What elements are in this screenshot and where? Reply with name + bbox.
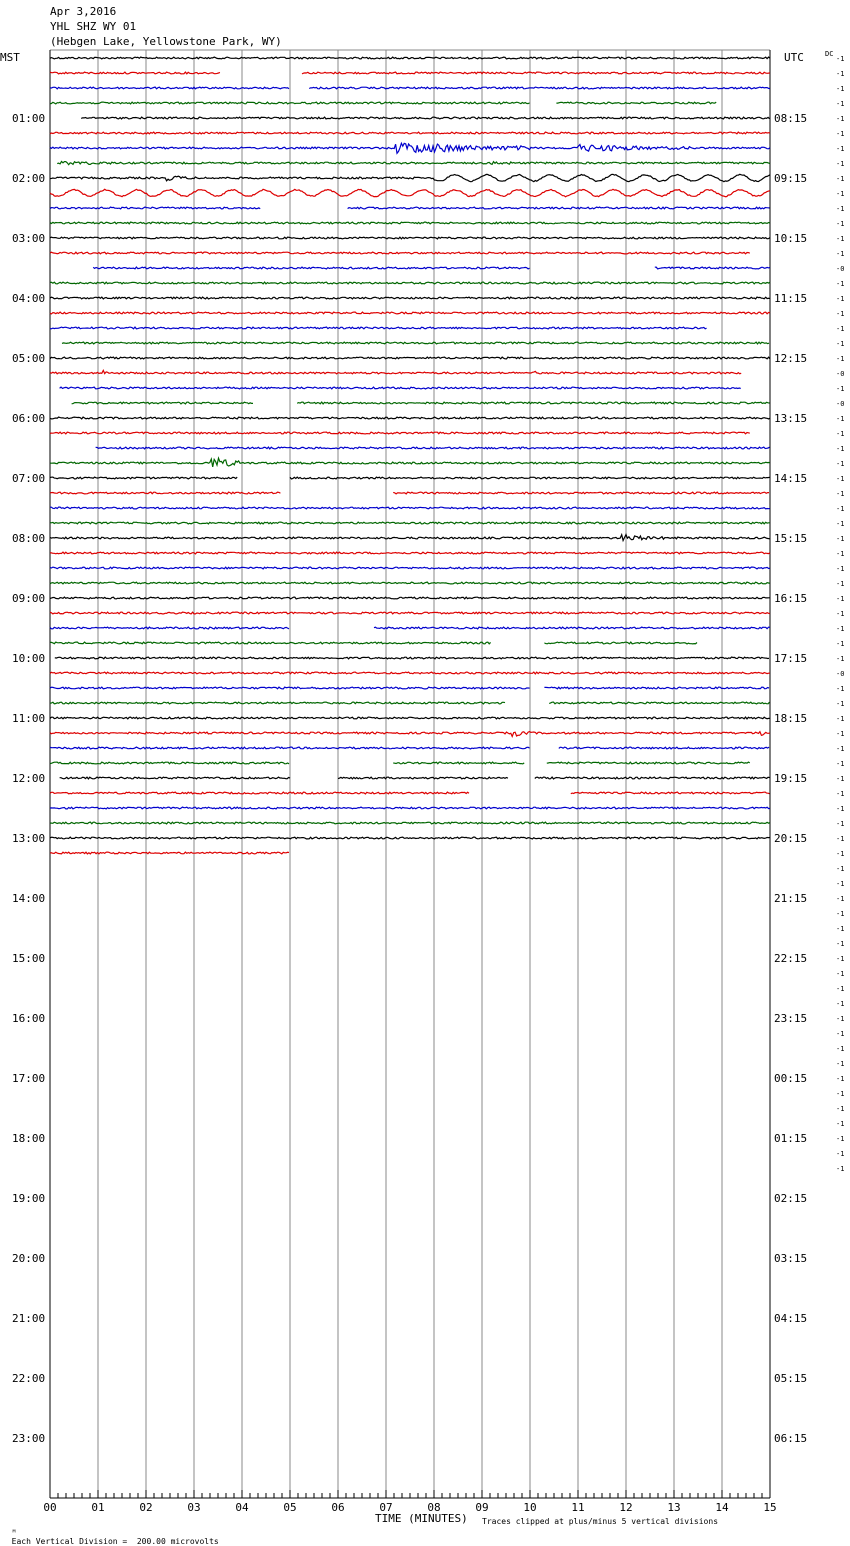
x-tick-label-08: 08 <box>427 1501 441 1514</box>
dc-offset-34: -1 <box>836 565 845 573</box>
trace-43-segment-1 <box>549 702 769 704</box>
dc-offset-10: -1 <box>836 205 845 213</box>
trace-6-segment-0 <box>50 143 770 153</box>
trace-41-segment-0 <box>50 672 770 674</box>
dc-offset-40: -1 <box>836 655 845 663</box>
trace-51-segment-0 <box>50 822 770 824</box>
dc-offset-65: -1 <box>836 1030 845 1038</box>
dc-offset-73: -1 <box>836 1150 845 1158</box>
dc-offset-5: -1 <box>836 130 845 138</box>
trace-9-segment-0 <box>50 189 770 197</box>
mst-label-1800: 18:00 <box>12 1132 46 1145</box>
dc-offset-21: -0 <box>836 370 845 378</box>
dc-offset-31: -1 <box>836 520 845 528</box>
utc-label-0215: 02:15 <box>774 1192 808 1205</box>
trace-52-segment-0 <box>50 837 770 839</box>
x-axis-title: TIME (MINUTES) <box>375 1512 468 1525</box>
trace-24-segment-0 <box>50 417 770 419</box>
trace-36-segment-0 <box>50 597 770 599</box>
utc-label-0915: 09:15 <box>774 172 808 185</box>
dc-offset-16: -1 <box>836 295 845 303</box>
mst-label-1600: 16:00 <box>12 1012 46 1025</box>
trace-33-segment-0 <box>50 552 770 554</box>
trace-28-segment-0 <box>50 477 237 479</box>
dc-offset-66: -1 <box>836 1045 845 1053</box>
trace-22-segment-0 <box>60 387 741 389</box>
dc-offset-51: -1 <box>836 820 845 828</box>
utc-label-2015: 20:15 <box>774 832 808 845</box>
trace-31-segment-0 <box>50 522 770 524</box>
trace-44-segment-0 <box>50 717 770 719</box>
trace-10-segment-0 <box>50 207 260 209</box>
mst-label-1500: 15:00 <box>12 952 46 965</box>
dc-offset-59: -1 <box>836 940 845 948</box>
utc-label-0015: 00:15 <box>774 1072 808 1085</box>
utc-label-1215: 12:15 <box>774 352 808 365</box>
dc-offset-55: -1 <box>836 880 845 888</box>
dc-offset-44: -1 <box>836 715 845 723</box>
mst-label-1400: 14:00 <box>12 892 46 905</box>
trace-29-segment-0 <box>50 492 280 494</box>
dc-offset-30: -1 <box>836 505 845 513</box>
mst-label-1100: 11:00 <box>12 712 46 725</box>
plot-date: Apr 3,2016 <box>50 5 117 18</box>
x-tick-label-07: 07 <box>379 1501 393 1514</box>
dc-offset-19: -1 <box>836 340 845 348</box>
mst-label-1000: 10:00 <box>12 652 46 665</box>
x-tick-label-03: 03 <box>187 1501 201 1514</box>
dc-offset-48: -1 <box>836 775 845 783</box>
dc-offset-33: -1 <box>836 550 845 558</box>
trace-39-segment-0 <box>50 642 491 644</box>
dc-offset-0: -1 <box>836 55 845 63</box>
trace-17-segment-0 <box>50 312 770 314</box>
trace-4-segment-0 <box>81 117 769 119</box>
dc-offset-24: -1 <box>836 415 845 423</box>
dc-offset-70: -1 <box>836 1105 845 1113</box>
trace-53-segment-0 <box>50 852 289 854</box>
mst-label-0500: 05:00 <box>12 352 46 365</box>
dc-offset-28: -1 <box>836 475 845 483</box>
utc-label-1715: 17:15 <box>774 652 808 665</box>
trace-37-segment-0 <box>50 612 770 614</box>
dc-offset-60: -1 <box>836 955 845 963</box>
mst-label-1200: 12:00 <box>12 772 46 785</box>
utc-label-2215: 22:15 <box>774 952 808 965</box>
x-tick-label-02: 02 <box>139 1501 153 1514</box>
trace-47-segment-0 <box>50 762 289 764</box>
dc-offset-72: -1 <box>836 1135 845 1143</box>
trace-20-segment-0 <box>50 357 770 359</box>
trace-2-segment-0 <box>50 87 289 89</box>
trace-47-segment-1 <box>393 762 524 764</box>
dc-offset-42: -1 <box>836 685 845 693</box>
dc-offset-53: -1 <box>836 850 845 858</box>
dc-offset-50: -1 <box>836 805 845 813</box>
mst-label-0200: 02:00 <box>12 172 46 185</box>
dc-offset-18: -1 <box>836 325 845 333</box>
dc-offset-values <box>836 55 844 1173</box>
dc-offset-7: -1 <box>836 160 845 168</box>
dc-offset-74: -1 <box>836 1165 845 1173</box>
x-tick-label-13: 13 <box>667 1501 681 1514</box>
utc-label-0415: 04:15 <box>774 1312 808 1325</box>
mst-label-0600: 06:00 <box>12 412 46 425</box>
time-grid <box>50 50 770 1498</box>
dc-offset-20: -1 <box>836 355 845 363</box>
trace-14-segment-0 <box>93 267 529 269</box>
trace-2-segment-1 <box>309 87 770 89</box>
x-tick-label-09: 09 <box>475 1501 489 1514</box>
station-code: YHL SHZ WY 01 <box>50 20 137 33</box>
trace-23-segment-1 <box>297 402 769 404</box>
mst-label-2300: 23:00 <box>12 1432 46 1445</box>
dc-offset-46: -1 <box>836 745 845 753</box>
seismic-traces <box>50 57 770 854</box>
mst-label-0100: 01:00 <box>12 112 46 125</box>
trace-10-segment-1 <box>348 207 770 209</box>
station-location: (Hebgen Lake, Yellowstone Park, WY) <box>50 35 282 48</box>
utc-label-0115: 01:15 <box>774 1132 808 1145</box>
trace-38-segment-0 <box>50 627 289 629</box>
trace-8-segment-0 <box>50 174 770 181</box>
x-tick-label-01: 01 <box>91 1501 105 1514</box>
dc-offset-54: -1 <box>836 865 845 873</box>
dc-offset-67: -1 <box>836 1060 845 1068</box>
trace-21-segment-0 <box>50 370 741 374</box>
x-tick-label-04: 04 <box>235 1501 249 1514</box>
trace-23-segment-0 <box>72 402 253 404</box>
utc-axis-label: UTC <box>784 51 804 64</box>
mst-label-0800: 08:00 <box>12 532 46 545</box>
scale-note <box>2 1519 219 1546</box>
trace-49-segment-0 <box>50 792 469 794</box>
mst-label-0400: 04:00 <box>12 292 46 305</box>
dc-offset-57: -1 <box>836 910 845 918</box>
trace-40-segment-0 <box>55 657 769 659</box>
mst-label-0900: 09:00 <box>12 592 46 605</box>
trace-26-segment-0 <box>96 447 770 449</box>
trace-35-segment-0 <box>50 582 770 584</box>
dc-offset-2: -1 <box>836 85 845 93</box>
trace-0-segment-0 <box>50 57 770 59</box>
mst-label-0300: 03:00 <box>12 232 46 245</box>
trace-7-segment-0 <box>57 161 770 164</box>
mst-label-2000: 20:00 <box>12 1252 46 1265</box>
dc-offset-45: -1 <box>836 730 845 738</box>
dc-offset-71: -1 <box>836 1120 845 1128</box>
trace-15-segment-0 <box>50 282 770 284</box>
dc-offset-35: -1 <box>836 580 845 588</box>
utc-label-2115: 21:15 <box>774 892 808 905</box>
dc-offset-69: -1 <box>836 1090 845 1098</box>
mst-label-2200: 22:00 <box>12 1372 46 1385</box>
mst-label-0700: 07:00 <box>12 472 46 485</box>
utc-label-0315: 03:15 <box>774 1252 808 1265</box>
trace-18-segment-0 <box>50 327 707 329</box>
dc-offset-62: -1 <box>836 985 845 993</box>
trace-34-segment-0 <box>50 567 770 569</box>
x-tick-label-06: 06 <box>331 1501 345 1514</box>
x-axis <box>43 1490 776 1514</box>
x-tick-label-10: 10 <box>523 1501 537 1514</box>
dc-offset-56: -1 <box>836 895 845 903</box>
mst-axis-label: MST <box>0 51 20 64</box>
trace-12-segment-0 <box>50 237 770 239</box>
trace-1-segment-1 <box>302 72 770 74</box>
dc-offset-49: -1 <box>836 790 845 798</box>
trace-32-segment-0 <box>50 535 770 541</box>
utc-label-0515: 05:15 <box>774 1372 808 1385</box>
mst-label-1900: 19:00 <box>12 1192 46 1205</box>
x-tick-label-11: 11 <box>571 1501 585 1514</box>
utc-label-1815: 18:15 <box>774 712 808 725</box>
dc-offset-36: -1 <box>836 595 845 603</box>
dc-offset-3: -1 <box>836 100 845 108</box>
trace-30-segment-0 <box>50 507 770 509</box>
utc-label-1615: 16:15 <box>774 592 808 605</box>
x-tick-label-05: 05 <box>283 1501 297 1514</box>
x-tick-label-14: 14 <box>715 1501 729 1514</box>
dc-offset-29: -1 <box>836 490 845 498</box>
dc-offset-26: -1 <box>836 445 845 453</box>
trace-47-segment-2 <box>547 762 750 764</box>
dc-offset-15: -1 <box>836 280 845 288</box>
mst-label-1300: 13:00 <box>12 832 46 845</box>
dc-offset-58: -1 <box>836 925 845 933</box>
trace-13-segment-0 <box>50 252 750 254</box>
dc-offset-9: -1 <box>836 190 845 198</box>
dc-offset-37: -1 <box>836 610 845 618</box>
dc-offset-32: -1 <box>836 535 845 543</box>
dc-offset-12: -1 <box>836 235 845 243</box>
trace-11-segment-0 <box>50 222 770 224</box>
dc-offset-64: -1 <box>836 1015 845 1023</box>
trace-48-segment-0 <box>60 777 290 779</box>
trace-29-segment-1 <box>393 492 769 494</box>
dc-offset-1: -1 <box>836 70 845 78</box>
dc-offset-27: -1 <box>836 460 845 468</box>
trace-43-segment-0 <box>50 702 505 704</box>
trace-48-segment-2 <box>535 777 770 779</box>
utc-label-0815: 08:15 <box>774 112 808 125</box>
small-logo-mark: ᴹ <box>11 1528 17 1537</box>
trace-25-segment-0 <box>50 432 750 434</box>
trace-19-segment-0 <box>62 342 769 344</box>
utc-label-1515: 15:15 <box>774 532 808 545</box>
dc-offset-17: -1 <box>836 310 845 318</box>
dc-offset-13: -1 <box>836 250 845 258</box>
dc-label: DC <box>825 50 834 58</box>
trace-14-segment-1 <box>655 267 770 269</box>
dc-offset-14: -0 <box>836 265 845 273</box>
trace-38-segment-1 <box>374 627 770 629</box>
dc-offset-11: -1 <box>836 220 845 228</box>
dc-offset-25: -1 <box>836 430 845 438</box>
utc-label-1115: 11:15 <box>774 292 808 305</box>
utc-label-1915: 19:15 <box>774 772 808 785</box>
clip-note: Traces clipped at plus/minus 5 vertical divisions <box>482 1517 719 1526</box>
trace-46-segment-1 <box>559 747 769 749</box>
x-tick-label-15: 15 <box>763 1501 777 1514</box>
utc-label-1015: 10:15 <box>774 232 808 245</box>
dc-offset-6: -1 <box>836 145 845 153</box>
dc-offset-63: -1 <box>836 1000 845 1008</box>
dc-offset-4: -1 <box>836 115 845 123</box>
mst-label-2100: 21:00 <box>12 1312 46 1325</box>
x-tick-label-12: 12 <box>619 1501 633 1514</box>
scale-note-text: Each Vertical Division = 200.00 microvolts <box>11 1537 219 1546</box>
trace-27-segment-0 <box>50 458 770 467</box>
dc-offset-47: -1 <box>836 760 845 768</box>
dc-offset-43: -1 <box>836 700 845 708</box>
trace-45-segment-0 <box>50 732 770 737</box>
dc-offset-38: -1 <box>836 625 845 633</box>
utc-label-1415: 14:15 <box>774 472 808 485</box>
utc-label-0615: 06:15 <box>774 1432 808 1445</box>
trace-50-segment-0 <box>50 807 770 809</box>
utc-label-2315: 23:15 <box>774 1012 808 1025</box>
trace-49-segment-1 <box>571 792 770 794</box>
dc-offset-41: -0 <box>836 670 845 678</box>
mst-label-1700: 17:00 <box>12 1072 46 1085</box>
dc-offset-52: -1 <box>836 835 845 843</box>
dc-offset-61: -1 <box>836 970 845 978</box>
dc-offset-8: -1 <box>836 175 845 183</box>
utc-label-1315: 13:15 <box>774 412 808 425</box>
trace-3-segment-1 <box>556 102 716 104</box>
x-tick-label-00: 00 <box>43 1501 57 1514</box>
trace-16-segment-0 <box>50 297 770 299</box>
dc-offset-68: -1 <box>836 1075 845 1083</box>
dc-offset-23: -0 <box>836 400 845 408</box>
trace-5-segment-0 <box>50 132 770 134</box>
dc-offset-22: -1 <box>836 385 845 393</box>
dc-offset-39: -1 <box>836 640 845 648</box>
